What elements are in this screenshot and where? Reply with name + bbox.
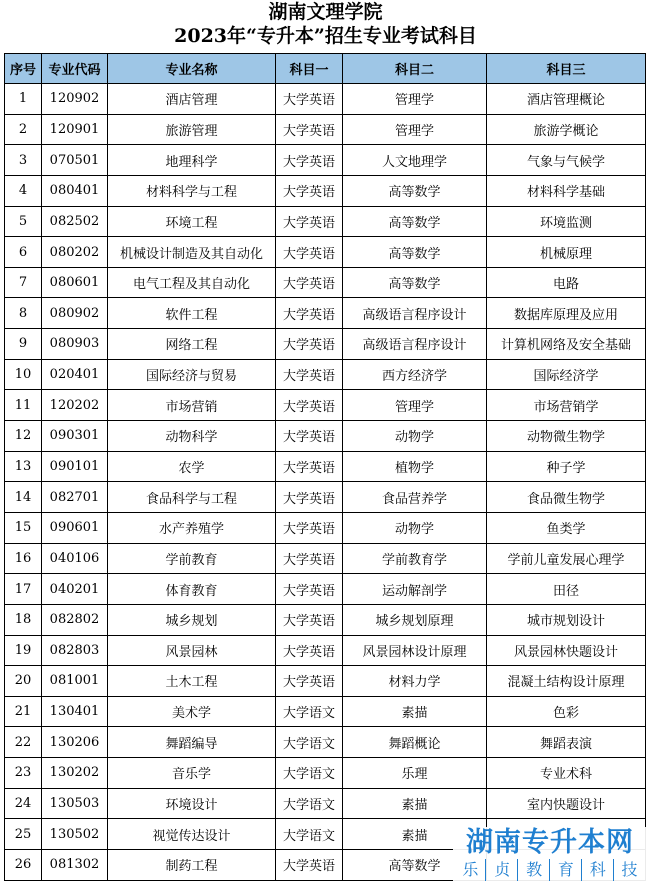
cell-major-code: 080202 xyxy=(42,237,108,268)
cell-subject-2: 素描 xyxy=(343,819,487,850)
cell-major-name: 视觉传达设计 xyxy=(108,819,276,850)
cell-major-code: 120901 xyxy=(42,114,108,145)
cell-subject-3: 种子学 xyxy=(487,451,646,482)
cell-major-code: 082803 xyxy=(42,635,108,666)
cell-major-code: 090601 xyxy=(42,512,108,543)
cell-subject-1: 大学英语 xyxy=(276,604,343,635)
cell-subject-1: 大学英语 xyxy=(276,267,343,298)
cell-subject-1: 大学英语 xyxy=(276,421,343,452)
cell-major-name: 环境设计 xyxy=(108,788,276,819)
cell-major-code: 081302 xyxy=(42,850,108,881)
cell-subject-1: 大学英语 xyxy=(276,145,343,176)
cell-index: 15 xyxy=(5,512,42,543)
cell-major-name: 旅游管理 xyxy=(108,114,276,145)
cell-index: 16 xyxy=(5,543,42,574)
cell-subject-1: 大学英语 xyxy=(276,359,343,390)
table-row xyxy=(5,451,646,482)
table-row xyxy=(5,145,646,176)
table-row xyxy=(5,421,646,452)
cell-index: 4 xyxy=(5,175,42,206)
cell-major-code: 080601 xyxy=(42,267,108,298)
cell-subject-3: 数据库原理及应用 xyxy=(487,298,646,329)
cell-subject-3: 酒店管理概论 xyxy=(487,84,646,115)
cell-subject-3: 混凝土结构设计原理 xyxy=(487,666,646,697)
table-row xyxy=(5,482,646,513)
cell-subject-2: 高级语言程序设计 xyxy=(343,329,487,360)
cell-major-name: 学前教育 xyxy=(108,543,276,574)
cell-subject-1: 大学英语 xyxy=(276,175,343,206)
cell-major-name: 体育教育 xyxy=(108,574,276,605)
table-row xyxy=(5,390,646,421)
table-row xyxy=(5,175,646,206)
cell-major-name: 制药工程 xyxy=(108,850,276,881)
cell-index: 23 xyxy=(5,758,42,789)
cell-major-code: 040201 xyxy=(42,574,108,605)
cell-subject-1: 大学语文 xyxy=(276,727,343,758)
cell-subject-2: 高等数学 xyxy=(343,850,487,881)
cell-major-name: 软件工程 xyxy=(108,298,276,329)
cell-major-name: 环境工程 xyxy=(108,206,276,237)
table-row xyxy=(5,329,646,360)
cell-subject-3: 材料科学基础 xyxy=(487,175,646,206)
cell-subject-3: 室内快题设计 xyxy=(487,788,646,819)
cell-index: 6 xyxy=(5,237,42,268)
cell-subject-3: 国际经济学 xyxy=(487,359,646,390)
table-row xyxy=(5,574,646,605)
table-row xyxy=(5,758,646,789)
cell-subject-1: 大学语文 xyxy=(276,696,343,727)
cell-subject-1: 大学英语 xyxy=(276,635,343,666)
cell-subject-3: 食品微生物学 xyxy=(487,482,646,513)
cell-subject-2: 植物学 xyxy=(343,451,487,482)
cell-major-code: 120202 xyxy=(42,390,108,421)
cell-index: 5 xyxy=(5,206,42,237)
cell-major-code: 130206 xyxy=(42,727,108,758)
cell-index: 8 xyxy=(5,298,42,329)
cell-subject-2: 西方经济学 xyxy=(343,359,487,390)
cell-subject-2: 高等数学 xyxy=(343,267,487,298)
cell-subject-1: 大学英语 xyxy=(276,850,343,881)
cell-major-code: 080902 xyxy=(42,298,108,329)
watermark-main-text: 湖南专升本网 xyxy=(466,827,634,858)
header-subject-3: 科目三 xyxy=(487,54,646,84)
table-row xyxy=(5,114,646,145)
watermark-char: 育 xyxy=(549,859,574,881)
cell-subject-2: 风景园林设计原理 xyxy=(343,635,487,666)
cell-subject-2: 管理学 xyxy=(343,114,487,145)
watermark-char: 乐 xyxy=(462,860,479,879)
cell-major-name: 食品科学与工程 xyxy=(108,482,276,513)
cell-index: 2 xyxy=(5,114,42,145)
cell-index: 19 xyxy=(5,635,42,666)
cell-subject-2: 素描 xyxy=(343,696,487,727)
table-row xyxy=(5,512,646,543)
cell-subject-3: 动物微生物学 xyxy=(487,421,646,452)
cell-major-code: 020401 xyxy=(42,359,108,390)
cell-major-code: 082802 xyxy=(42,604,108,635)
cell-subject-3: 电路 xyxy=(487,267,646,298)
header-index: 序号 xyxy=(5,54,42,84)
cell-index: 1 xyxy=(5,84,42,115)
cell-major-name: 风景园林 xyxy=(108,635,276,666)
document-subtitle: 2023年“专升本”招生专业考试科目 xyxy=(174,25,477,47)
watermark-sub-text xyxy=(453,859,647,881)
cell-index: 25 xyxy=(5,819,42,850)
cell-index: 17 xyxy=(5,574,42,605)
cell-subject-2: 动物学 xyxy=(343,421,487,452)
cell-major-code: 082502 xyxy=(42,206,108,237)
cell-index: 26 xyxy=(5,850,42,881)
cell-subject-2: 材料力学 xyxy=(343,666,487,697)
cell-major-code: 120902 xyxy=(42,84,108,115)
table-header-row xyxy=(5,54,646,84)
cell-major-code: 040106 xyxy=(42,543,108,574)
cell-subject-1: 大学英语 xyxy=(276,298,343,329)
cell-major-name: 舞蹈编导 xyxy=(108,727,276,758)
document-title: 湖南文理学院 xyxy=(268,1,383,23)
cell-index: 9 xyxy=(5,329,42,360)
watermark-char: 技 xyxy=(613,859,638,881)
cell-subject-3: 风景园林快题设计 xyxy=(487,635,646,666)
cell-subject-2: 高等数学 xyxy=(343,206,487,237)
watermark-char: 科 xyxy=(581,859,606,881)
cell-index: 14 xyxy=(5,482,42,513)
cell-subject-3: 环境监测 xyxy=(487,206,646,237)
cell-subject-3: 色彩 xyxy=(487,696,646,727)
watermark-char: 贞 xyxy=(485,859,510,881)
cell-major-code: 081001 xyxy=(42,666,108,697)
cell-index: 12 xyxy=(5,421,42,452)
cell-index: 22 xyxy=(5,727,42,758)
cell-major-name: 国际经济与贸易 xyxy=(108,359,276,390)
table-row xyxy=(5,666,646,697)
cell-major-code: 090301 xyxy=(42,421,108,452)
cell-subject-2: 管理学 xyxy=(343,84,487,115)
subjects-table xyxy=(4,53,646,881)
cell-subject-2: 城乡规划原理 xyxy=(343,604,487,635)
cell-major-code: 080401 xyxy=(42,175,108,206)
table-row xyxy=(5,604,646,635)
cell-subject-1: 大学英语 xyxy=(276,329,343,360)
cell-index: 24 xyxy=(5,788,42,819)
cell-major-name: 音乐学 xyxy=(108,758,276,789)
cell-major-name: 农学 xyxy=(108,451,276,482)
cell-index: 21 xyxy=(5,696,42,727)
cell-subject-3: 专业术科 xyxy=(487,758,646,789)
table-row xyxy=(5,788,646,819)
cell-subject-1: 大学英语 xyxy=(276,84,343,115)
cell-major-name: 机械设计制造及其自动化 xyxy=(108,237,276,268)
cell-major-name: 网络工程 xyxy=(108,329,276,360)
cell-subject-3: 学前儿童发展心理学 xyxy=(487,543,646,574)
cell-index: 10 xyxy=(5,359,42,390)
cell-subject-2: 运动解剖学 xyxy=(343,574,487,605)
cell-major-code: 090101 xyxy=(42,451,108,482)
cell-subject-2: 舞蹈概论 xyxy=(343,727,487,758)
table-row xyxy=(5,635,646,666)
cell-subject-2: 高等数学 xyxy=(343,175,487,206)
cell-subject-2: 学前教育学 xyxy=(343,543,487,574)
cell-major-code: 130401 xyxy=(42,696,108,727)
cell-subject-1: 大学英语 xyxy=(276,237,343,268)
cell-major-code: 130202 xyxy=(42,758,108,789)
cell-major-code: 080903 xyxy=(42,329,108,360)
cell-subject-3: 旅游学概论 xyxy=(487,114,646,145)
cell-subject-1: 大学英语 xyxy=(276,390,343,421)
cell-index: 11 xyxy=(5,390,42,421)
cell-subject-2: 动物学 xyxy=(343,512,487,543)
cell-subject-1: 大学语文 xyxy=(276,758,343,789)
cell-major-name: 动物科学 xyxy=(108,421,276,452)
cell-subject-3: 田径 xyxy=(487,574,646,605)
cell-major-name: 材料科学与工程 xyxy=(108,175,276,206)
cell-major-code: 130503 xyxy=(42,788,108,819)
cell-major-name: 城乡规划 xyxy=(108,604,276,635)
cell-index: 3 xyxy=(5,145,42,176)
table-row xyxy=(5,727,646,758)
watermark-char: 教 xyxy=(517,859,542,881)
table-row xyxy=(5,543,646,574)
table-row xyxy=(5,267,646,298)
cell-subject-3: 计算机网络及安全基础 xyxy=(487,329,646,360)
header-subject-2: 科目二 xyxy=(343,54,487,84)
cell-subject-1: 大学英语 xyxy=(276,543,343,574)
table-body xyxy=(5,84,646,881)
cell-subject-2: 管理学 xyxy=(343,390,487,421)
cell-major-name: 地理科学 xyxy=(108,145,276,176)
cell-subject-2: 食品营养学 xyxy=(343,482,487,513)
cell-major-name: 水产养殖学 xyxy=(108,512,276,543)
cell-subject-1: 大学英语 xyxy=(276,206,343,237)
cell-major-name: 电气工程及其自动化 xyxy=(108,267,276,298)
cell-subject-3: 气象与气候学 xyxy=(487,145,646,176)
cell-index: 7 xyxy=(5,267,42,298)
cell-subject-1: 大学英语 xyxy=(276,482,343,513)
header-major-name: 专业名称 xyxy=(108,54,276,84)
header-major-code: 专业代码 xyxy=(42,54,108,84)
cell-subject-2: 乐理 xyxy=(343,758,487,789)
cell-subject-1: 大学英语 xyxy=(276,666,343,697)
cell-subject-2: 人文地理学 xyxy=(343,145,487,176)
table-row xyxy=(5,84,646,115)
table-row xyxy=(5,237,646,268)
cell-subject-2: 素描 xyxy=(343,788,487,819)
cell-index: 20 xyxy=(5,666,42,697)
site-watermark xyxy=(453,827,647,885)
table-row xyxy=(5,298,646,329)
table-row xyxy=(5,696,646,727)
cell-subject-2: 高等数学 xyxy=(343,237,487,268)
cell-subject-3: 城市规划设计 xyxy=(487,604,646,635)
cell-major-name: 土木工程 xyxy=(108,666,276,697)
cell-subject-2: 高级语言程序设计 xyxy=(343,298,487,329)
cell-major-name: 酒店管理 xyxy=(108,84,276,115)
cell-subject-3: 鱼类学 xyxy=(487,512,646,543)
cell-subject-3: 机械原理 xyxy=(487,237,646,268)
cell-major-name: 市场营销 xyxy=(108,390,276,421)
header-subject-1: 科目一 xyxy=(276,54,343,84)
cell-major-code: 070501 xyxy=(42,145,108,176)
cell-major-code: 082701 xyxy=(42,482,108,513)
cell-subject-1: 大学语文 xyxy=(276,788,343,819)
cell-subject-1: 大学英语 xyxy=(276,114,343,145)
cell-subject-1: 大学英语 xyxy=(276,512,343,543)
cell-subject-1: 大学语文 xyxy=(276,819,343,850)
cell-subject-3: 舞蹈表演 xyxy=(487,727,646,758)
table-row xyxy=(5,359,646,390)
cell-index: 13 xyxy=(5,451,42,482)
cell-subject-1: 大学英语 xyxy=(276,451,343,482)
cell-subject-3: 市场营销学 xyxy=(487,390,646,421)
cell-subject-1: 大学英语 xyxy=(276,574,343,605)
table-row xyxy=(5,206,646,237)
cell-index: 18 xyxy=(5,604,42,635)
cell-major-code: 130502 xyxy=(42,819,108,850)
cell-major-name: 美术学 xyxy=(108,696,276,727)
